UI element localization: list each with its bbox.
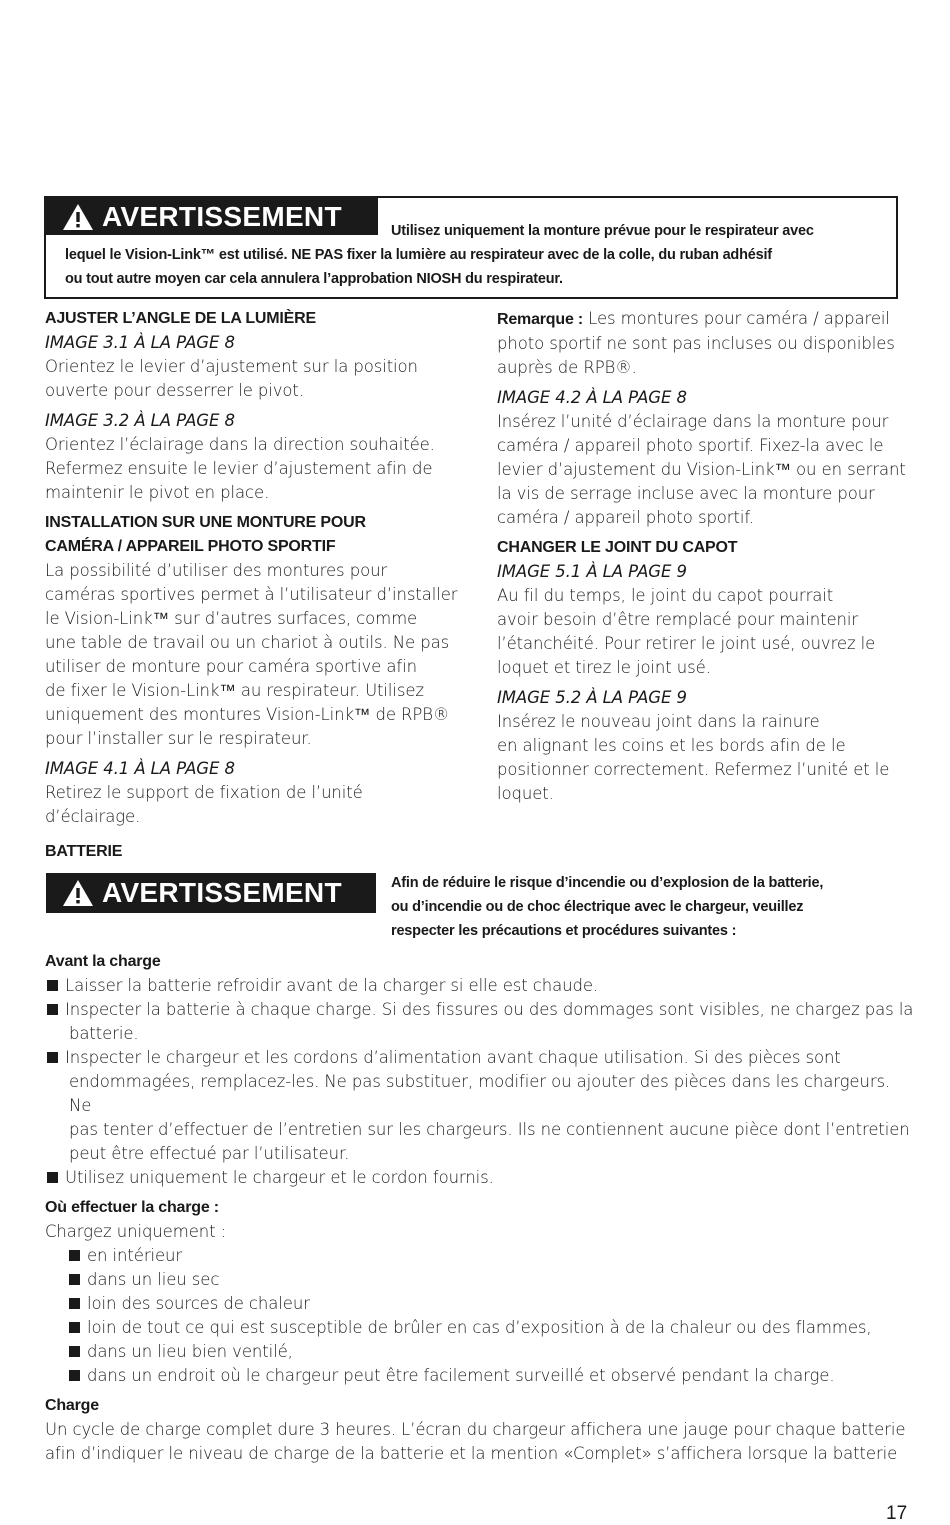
list-item — [45, 1046, 915, 1166]
paragraph-line: la vis de serrage incluse avec la monture pour — [497, 484, 875, 503]
paragraph-line: Insérez l’unité d’éclairage dans la monture pour — [497, 412, 889, 431]
warning-box — [44, 196, 898, 299]
list-item — [45, 974, 915, 998]
paragraph-line: positionner correctement. Refermez l’unité et le — [497, 760, 890, 779]
section-heading-adjust: AJUSTER L’ANGLE DE LA LUMIÈRE — [45, 310, 316, 327]
paragraph-line: uniquement des montures Vision-Link™ de RPB® — [45, 705, 450, 724]
list-item — [45, 1166, 915, 1190]
paragraph-line: avoir besoin d’être remplacé pour maintenir — [497, 610, 859, 629]
list-item-text: Inspecter le chargeur et les cordons d’alimentation avant chaque utilisation. Si des pièces sont — [65, 1048, 841, 1067]
paragraph-line: La possibilité d’utiliser des montures pour — [45, 561, 388, 580]
paragraph-line: loquet. — [497, 784, 554, 803]
paragraph-line: Orientez l’éclairage dans la direction souhaitée. — [45, 435, 435, 454]
paragraph-line: Orientez le levier d’ajustement sur la position — [45, 357, 418, 376]
paragraph-line: caméra / appareil photo sportif. Fixez-la avec le — [497, 436, 884, 455]
paragraph-line: auprès de RPB®. — [497, 358, 637, 377]
list-item: dans un lieu sec — [67, 1268, 915, 1292]
paragraph-line: caméras sportives permet à l’utilisateur d’installer — [45, 585, 458, 604]
paragraph-line: utiliser de monture pour caméra sportive afin — [45, 657, 417, 676]
warning-text-line: Afin de réduire le risque d’incendie ou d’explosion de la batterie, — [391, 875, 824, 891]
section-heading-install-line2: CAMÉRA / APPAREIL PHOTO SPORTIF — [45, 538, 336, 555]
list-item-text: endommagées, remplacez-les. Ne pas substituer, modifier ou ajouter des pièces dans les chargeurs. Ne — [69, 1072, 891, 1115]
list-item: loin des sources de chaleur — [67, 1292, 915, 1316]
list-item — [45, 998, 915, 1046]
list-item: dans un lieu bien ventilé, — [67, 1340, 915, 1364]
paragraph-line: maintenir le pivot en place. — [45, 483, 270, 502]
warning-text-line: Utilisez uniquement la monture prévue pour le respirateur avec — [391, 223, 814, 239]
image-ref: IMAGE 5.2 À LA PAGE 9 — [497, 688, 687, 707]
paragraph-line: d’éclairage. — [45, 807, 141, 826]
list-item-text: batterie. — [69, 1024, 139, 1043]
warning-text-line: ou tout autre moyen car cela annulera l’approbation NIOSH du respirateur. — [65, 271, 563, 287]
list-item-text: Laisser la batterie refroidir avant de la charger si elle est chaude. — [65, 976, 599, 995]
paragraph-line: une table de travail ou un chariot à outils. Ne pas — [45, 633, 450, 652]
battery-warning-text — [391, 871, 911, 943]
list-item: en intérieur — [67, 1244, 915, 1268]
warning-triangle-icon — [62, 203, 94, 231]
paragraph-line: de fixer le Vision-Link™ au respirateur. Utilisez — [45, 681, 424, 700]
warning-text-line: respecter les précautions et procédures suivantes : — [391, 923, 737, 939]
list-item-text: Inspecter la batterie à chaque charge. Si des fissures ou des dommages sont visibles, ne chargez pas la — [65, 1000, 914, 1019]
image-ref: IMAGE 5.1 À LA PAGE 9 — [497, 562, 687, 581]
paragraph-line: Retirez le support de fixation de l’unité — [45, 783, 363, 802]
paragraph-line: Au fil du temps, le joint du capot pourrait — [497, 586, 834, 605]
image-ref: IMAGE 4.1 À LA PAGE 8 — [45, 759, 235, 778]
note-text: Les montures pour caméra / appareil — [583, 309, 890, 328]
list-item: loin de tout ce qui est susceptible de brûler en cas d’exposition à de la chaleur ou des flammes, — [67, 1316, 915, 1340]
paragraph-line: le Vision-Link™ sur d’autres surfaces, comme — [45, 609, 418, 628]
paragraph-line: Refermez ensuite le levier d’ajustement afin de — [45, 459, 433, 478]
paragraph-line: pour l’installer sur le respirateur. — [45, 729, 312, 748]
paragraph-line: en alignant les coins et les bords afin de le — [497, 736, 846, 755]
left-column — [45, 307, 475, 829]
paragraph-line: Un cycle de charge complet dure 3 heures. L’écran du chargeur affichera une jauge pour chaque batterie — [45, 1420, 906, 1439]
where-intro: Chargez uniquement : — [45, 1222, 227, 1241]
warning-triangle-icon — [62, 879, 94, 907]
note-label: Remarque : — [497, 311, 584, 328]
charge-heading: Charge — [45, 1397, 99, 1414]
paragraph-line: ouverte pour desserrer le pivot. — [45, 381, 304, 400]
warning-label — [46, 198, 378, 235]
section-heading-gasket: CHANGER LE JOINT DU CAPOT — [497, 539, 738, 556]
warning-text-line: ou d’incendie ou de choc électrique avec le chargeur, veuillez — [391, 899, 804, 915]
warning-label-text: AVERTISSEMENT — [102, 200, 342, 232]
warning-label-text: AVERTISSEMENT — [102, 877, 342, 908]
battery-heading: BATTERIE — [45, 843, 123, 860]
page-number: 17 — [886, 1503, 908, 1524]
paragraph-line: Insérez le nouveau joint dans la rainure — [497, 712, 820, 731]
paragraph-line: loquet et tirez le joint usé. — [497, 658, 711, 677]
note-line — [497, 307, 927, 332]
battery-warning-label — [46, 873, 376, 913]
right-column — [497, 307, 927, 806]
list-item-text: pas tenter d’effectuer de l’entretien sur les chargeurs. Ils ne contiennent aucune pièce dont l’entretien — [69, 1120, 910, 1139]
section-heading-install: INSTALLATION SUR UNE MONTURE POUR — [45, 514, 366, 531]
list-item-text: peut être effectué par l’utilisateur. — [69, 1144, 350, 1163]
paragraph-line: afin d’indiquer le niveau de charge de la batterie et la mention «Complet» s’affichera lorsque la batterie — [45, 1444, 898, 1463]
image-ref: IMAGE 3.1 À LA PAGE 8 — [45, 333, 235, 352]
paragraph-line: levier d’ajustement du Vision-Link™ ou en serrant — [497, 460, 906, 479]
where-list — [45, 1244, 915, 1388]
before-charge-heading: Avant la charge — [45, 953, 161, 970]
list-item-text: Utilisez uniquement le chargeur et le cordon fournis. — [65, 1168, 494, 1187]
image-ref: IMAGE 3.2 À LA PAGE 8 — [45, 411, 235, 430]
where-charge-heading: Où effectuer la charge : — [45, 1199, 219, 1216]
paragraph-line: caméra / appareil photo sportif. — [497, 508, 754, 527]
battery-section — [45, 950, 915, 1466]
paragraph-line: photo sportif ne sont pas incluses ou disponibles — [497, 334, 895, 353]
image-ref: IMAGE 4.2 À LA PAGE 8 — [497, 388, 687, 407]
list-item: dans un endroit où le chargeur peut être facilement surveillé et observé pendant la charge. — [67, 1364, 915, 1388]
warning-text-line: lequel le Vision-Link™ est utilisé. NE PAS fixer la lumière au respirateur avec de la colle, du ruban adhésif — [65, 247, 772, 263]
paragraph-line: l’étanchéité. Pour retirer le joint usé, ouvrez le — [497, 634, 876, 653]
